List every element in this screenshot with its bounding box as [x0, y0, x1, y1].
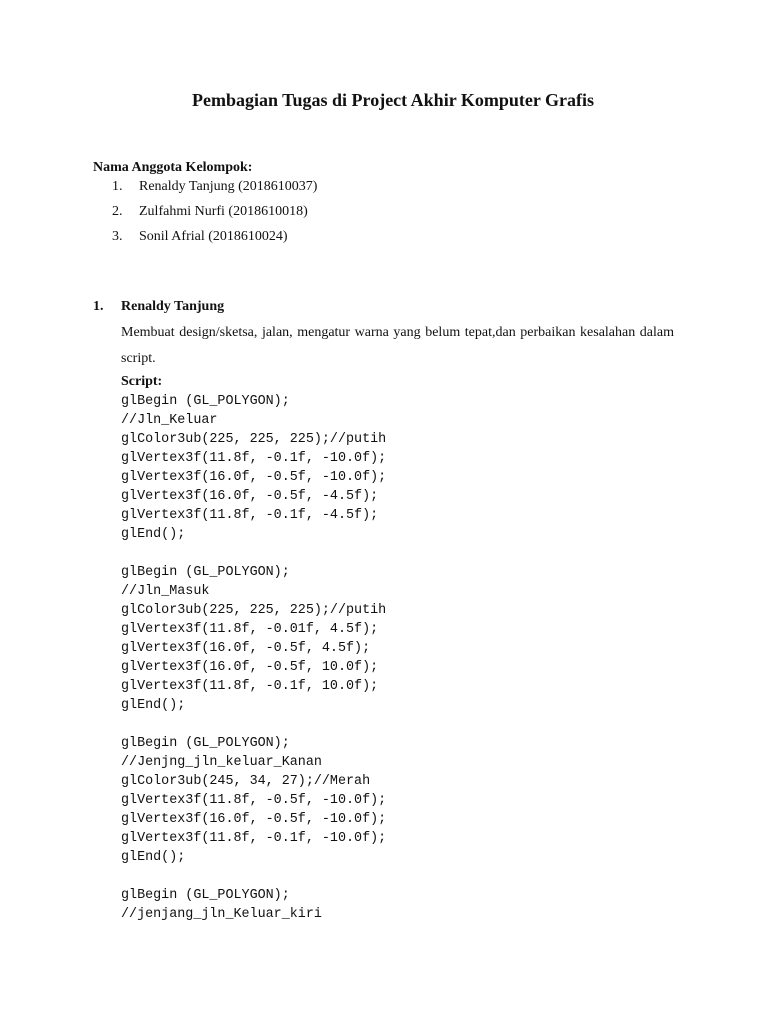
code-line: glBegin (GL_POLYGON); — [121, 888, 290, 903]
code-line: glVertex3f(11.8f, -0.1f, -4.5f); — [121, 508, 379, 523]
code-line: //Jln_Masuk — [121, 584, 210, 599]
code-line: glColor3ub(225, 225, 225);//putih — [121, 432, 387, 447]
code-line — [121, 544, 386, 563]
code-line: glBegin (GL_POLYGON); — [121, 565, 290, 580]
member-number: 1. — [112, 179, 123, 194]
code-line: glBegin (GL_POLYGON); — [121, 394, 290, 409]
code-line: glVertex3f(11.8f, -0.5f, -10.0f); — [121, 793, 387, 808]
member-number: 3. — [112, 229, 123, 244]
member-number: 2. — [112, 204, 123, 219]
code-line: glVertex3f(11.8f, -0.1f, -10.0f); — [121, 831, 387, 846]
code-line: glColor3ub(225, 225, 225);//putih — [121, 603, 387, 618]
member-name: Renaldy Tanjung (2018610037) — [139, 179, 318, 194]
code-line: glVertex3f(11.8f, -0.1f, -10.0f); — [121, 451, 387, 466]
script-label: Script: — [121, 374, 163, 389]
code-line: glVertex3f(11.8f, -0.01f, 4.5f); — [121, 622, 379, 637]
member-name: Sonil Afrial (2018610024) — [139, 229, 288, 244]
code-line — [121, 715, 386, 734]
code-line: glEnd(); — [121, 850, 186, 865]
code-line: //Jenjng_jln_keluar_Kanan — [121, 755, 322, 770]
code-line: glVertex3f(16.0f, -0.5f, -10.0f); — [121, 470, 387, 485]
code-line: glBegin (GL_POLYGON); — [121, 736, 290, 751]
code-line: glVertex3f(16.0f, -0.5f, -10.0f); — [121, 812, 387, 827]
code-line: glVertex3f(16.0f, -0.5f, 10.0f); — [121, 660, 379, 675]
section-title: Renaldy Tanjung — [121, 299, 225, 314]
code-line: glEnd(); — [121, 698, 186, 713]
code-line: //jenjang_jln_Keluar_kiri — [121, 907, 322, 922]
code-line: glVertex3f(16.0f, -0.5f, -4.5f); — [121, 489, 379, 504]
code-line: glEnd(); — [121, 527, 186, 542]
code-line: glColor3ub(245, 34, 27);//Merah — [121, 774, 371, 789]
page-title: Pembagian Tugas di Project Akhir Komputer Grafis — [191, 90, 595, 110]
code-block — [121, 392, 386, 924]
code-line — [121, 867, 386, 886]
code-line: glVertex3f(16.0f, -0.5f, 4.5f); — [121, 641, 371, 656]
task-description: Membuat design/sketsa, jalan, mengatur warna yang belum tepat,dan perbaikan kesalahan dalam script. — [121, 325, 674, 366]
code-line: //Jln_Keluar — [121, 413, 218, 428]
code-line: glVertex3f(11.8f, -0.1f, 10.0f); — [121, 679, 379, 694]
members-heading: Nama Anggota Kelompok: — [93, 160, 253, 175]
section-number: 1. — [93, 299, 104, 314]
member-name: Zulfahmi Nurfi (2018610018) — [139, 204, 308, 219]
